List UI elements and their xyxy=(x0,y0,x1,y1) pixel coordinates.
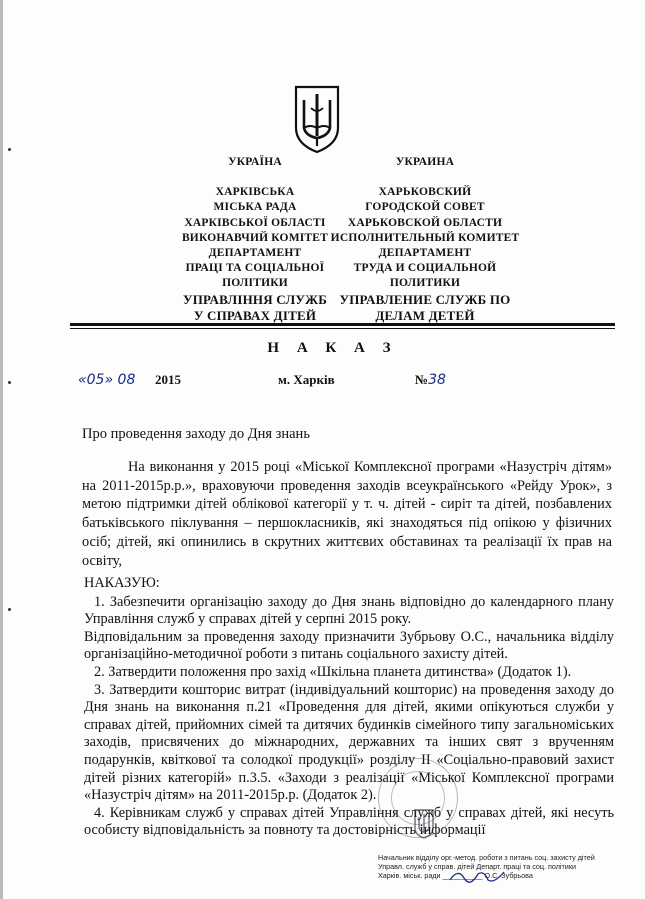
order-number xyxy=(415,372,446,388)
header-ukrainian xyxy=(160,155,350,324)
order-item-1: 1. Забезпечити організацію заходу до Дня знань відповідно до календарного плану Управління служб у справах дітей у серпні 2015 року. xyxy=(84,593,614,628)
header-line: ВИКОНАВЧИЙ КОМІТЕТ xyxy=(181,231,329,244)
header-line: ХАРЬКОВСКИЙ xyxy=(378,186,472,199)
header-line: ХАРКІВСЬКА xyxy=(215,186,295,199)
header-line: ГОРОДСКОЙ СОВЕТ xyxy=(365,201,485,214)
header-divider xyxy=(70,323,615,326)
office-name-line: УПРАВЛЕНИЕ СЛУЖБ ПО xyxy=(339,291,511,307)
order-directive-heading: НАКАЗУЮ: xyxy=(84,575,160,591)
stamp-trident-icon xyxy=(413,808,435,840)
approval-note-line: Начальник відділу орг.-метод. роботи з питань соц. захисту дітей xyxy=(378,853,595,862)
preamble xyxy=(82,458,612,570)
office-name-line: У СПРАВАХ ДІТЕЙ xyxy=(193,307,317,323)
header-line: МІСЬКА РАДА xyxy=(213,201,297,214)
order-item-2: 2. Затвердити положення про захід «Шкільна планета дитинства» (Додаток 1). xyxy=(94,663,572,680)
handwritten-signature xyxy=(448,866,508,886)
number-value-handwritten: 38 xyxy=(428,372,446,388)
header-russian xyxy=(330,155,520,324)
scan-speck xyxy=(8,381,11,384)
approval-note-line: Харків. міськ. ради __________ О.С. Зубрьова xyxy=(378,871,533,880)
header-line: ХАРКІВСЬКОЇ ОБЛАСТІ xyxy=(184,216,326,229)
office-name-line: ДЕЛАМ ДЕТЕЙ xyxy=(375,307,475,323)
country-name-ua: УКРАЇНА xyxy=(228,156,282,168)
preamble-paragraph: На виконання у 2015 році «Міської Комплексної програми «Назустріч дітям» на 2011-2015р.р.», враховуючи проведення заходів всеукраїнського «Рейду Урок», з метою підтримки дітей облікової категорії у т. ч. дітей - сиріт та дітей, позбавлених батьківського піклування – першокласників, які знаходяться під опікою у фізичних осіб; дітей, які опинились в скрутних життєвих обставинах та реалізації їх прав на освіту, xyxy=(82,459,612,569)
order-city: м. Харків xyxy=(278,372,335,387)
header-line: ИСПОЛНИТЕЛЬНЫЙ КОМИТЕТ xyxy=(330,231,520,244)
number-label: № xyxy=(415,372,429,387)
header-divider xyxy=(70,328,615,329)
approval-note-line: Управл. служб у справ. дітей Департ. праці та соц. політики xyxy=(378,862,576,871)
office-name-line: УПРАВЛІННЯ СЛУЖБ xyxy=(182,291,328,307)
order-subject: Про проведення заходу до Дня знань xyxy=(82,426,310,442)
trident-emblem-icon xyxy=(292,84,342,154)
order-date-handwritten: «05» 08 xyxy=(78,372,136,388)
scan-speck xyxy=(8,608,11,611)
header-line: ДЕПАРТАМЕНТ xyxy=(378,247,472,260)
order-year: 2015 xyxy=(155,372,181,387)
header-line: ДЕПАРТАМЕНТ xyxy=(208,247,302,260)
order-item-1-responsible: Відповідальним за проведення заходу призначити Зубрьову О.С., начальника відділу організаційно-методичної роботи з питань соціального захисту дітей. xyxy=(84,628,614,663)
order-title: Н А К А З xyxy=(267,340,398,356)
country-name-ru: УКРАИНА xyxy=(395,156,455,168)
order-item-4: 4. Керівникам служб у справах дітей Управління служб у справах дітей, які несуть особисту відповідальність за повноту та достовірність інформації xyxy=(84,804,614,839)
header-line: ПРАЦІ ТА СОЦІАЛЬНОЇ xyxy=(185,262,325,275)
header-line: ХАРЬКОВСКОЙ ОБЛАСТИ xyxy=(347,216,503,229)
approval-note xyxy=(378,853,645,880)
order-body xyxy=(84,575,614,840)
scan-edge xyxy=(0,0,3,899)
scan-speck xyxy=(8,148,11,151)
header-line: ТРУДА И СОЦИАЛЬНОЙ xyxy=(353,262,497,275)
header-line: ПОЛІТИКИ xyxy=(222,277,288,290)
header-line: ПОЛИТИКИ xyxy=(389,277,461,290)
order-item-3: 3. Затвердити кошторис витрат (індивідуальний кошторис) на проведення заходу до Дня знань на виконання п.21 «Проведення для дітей, якими опікуються служби у справах дітей, прийомних сімей та дитячих будинків сімейного типу загальноміських заходів, присвячених до міжнародних, державних та інших свят з врученням подарунків, квіткової та солодкої продукції» розділу II «Соціально-правовий захист дітей різних категорій» п.3.5. «Заходи з реалізації «Міської Комплексної програми «Назустріч дітям» на 2011-2015р.р. (Додаток 2). xyxy=(84,681,614,804)
